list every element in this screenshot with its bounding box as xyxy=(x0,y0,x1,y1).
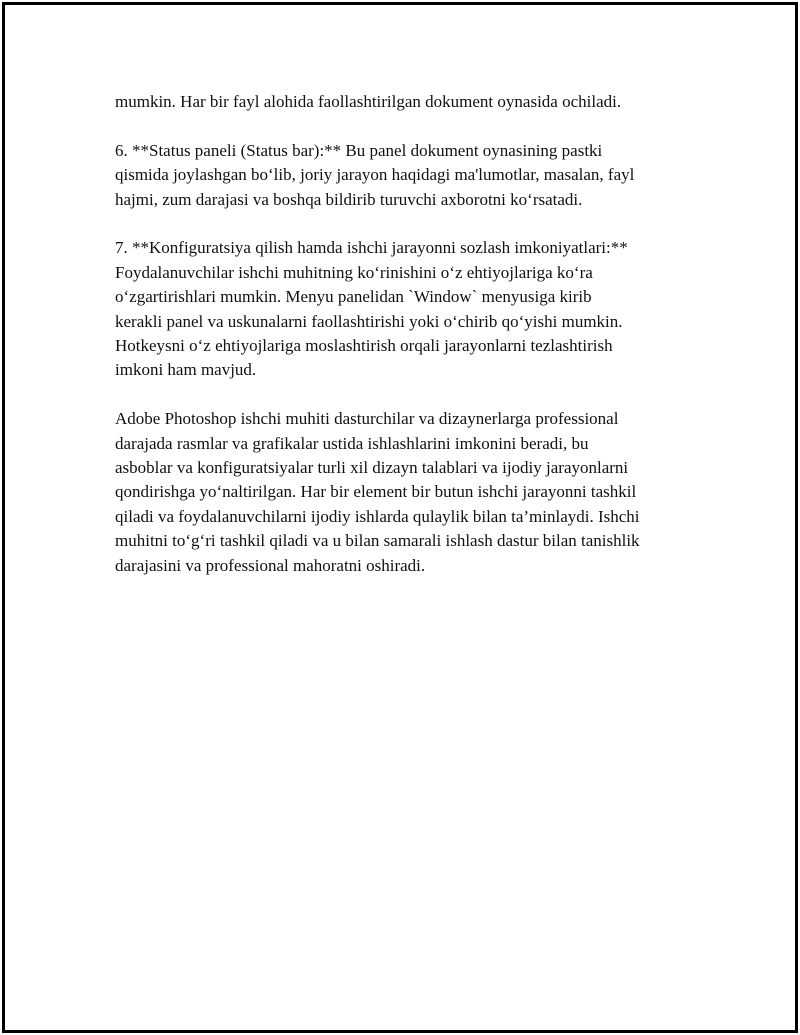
text-line: o‘zgartirishlari mumkin. Menyu panelidan `Window` menyusiga kirib xyxy=(115,287,592,307)
text-line: qondirishga yo‘naltirilgan. Har bir element bir butun ishchi jarayonni tashkil xyxy=(115,482,637,502)
text-line: darajada rasmlar va grafikalar ustida ishlashlarini imkonini beradi, bu xyxy=(115,433,589,453)
paragraph-configuration xyxy=(115,236,695,382)
document-body xyxy=(115,90,695,602)
paragraph-status-bar xyxy=(115,139,695,212)
text-line: asboblar va konfiguratsiyalar turli xil dizayn talablari va ijodiy jarayonlarni xyxy=(115,458,629,478)
text-line: imkoni ham mavjud. xyxy=(115,360,257,380)
text-line: Foydalanuvchilar ishchi muhitning ko‘rinishini o‘z ehtiyojlariga ko‘ra xyxy=(115,262,593,282)
text-line: qiladi va foydalanuvchilarni ijodiy ishlarda qulaylik bilan ta’minlaydi. Ishchi xyxy=(115,506,640,526)
text-line: 6. **Status paneli (Status bar):** Bu panel dokument oynasining pastki xyxy=(115,140,603,160)
text-line: muhitni to‘g‘ri tashkil qiladi va u bilan samarali ishlash dastur bilan tanishlik xyxy=(115,531,640,551)
text-line: qismida joylashgan bo‘lib, joriy jarayon haqidagi ma'lumotlar, masalan, fayl xyxy=(115,165,635,185)
text-line: Hotkeysni o‘z ehtiyojlariga moslashtirish orqali jarayonlarni tezlashtirish xyxy=(115,336,613,356)
text-line: Adobe Photoshop ishchi muhiti dasturchilar va dizaynerlarga professional xyxy=(115,409,619,429)
paragraph-conclusion xyxy=(115,407,695,578)
text-line: hajmi, zum darajasi va boshqa bildirib turuvchi axborotni ko‘rsatadi. xyxy=(115,189,583,209)
text-line: mumkin. Har bir fayl alohida faollashtirilgan dokument oynasida ochiladi. xyxy=(115,92,622,111)
text-line: kerakli panel va uskunalarni faollashtirishi yoki o‘chirib qo‘yishi mumkin. xyxy=(115,311,623,331)
text-line: 7. **Konfiguratsiya qilish hamda ishchi jarayonni sozlash imkoniyatlari:** xyxy=(115,238,628,258)
text-line: darajasini va professional mahoratni oshiradi. xyxy=(115,555,426,575)
paragraph-continuation xyxy=(115,90,695,114)
